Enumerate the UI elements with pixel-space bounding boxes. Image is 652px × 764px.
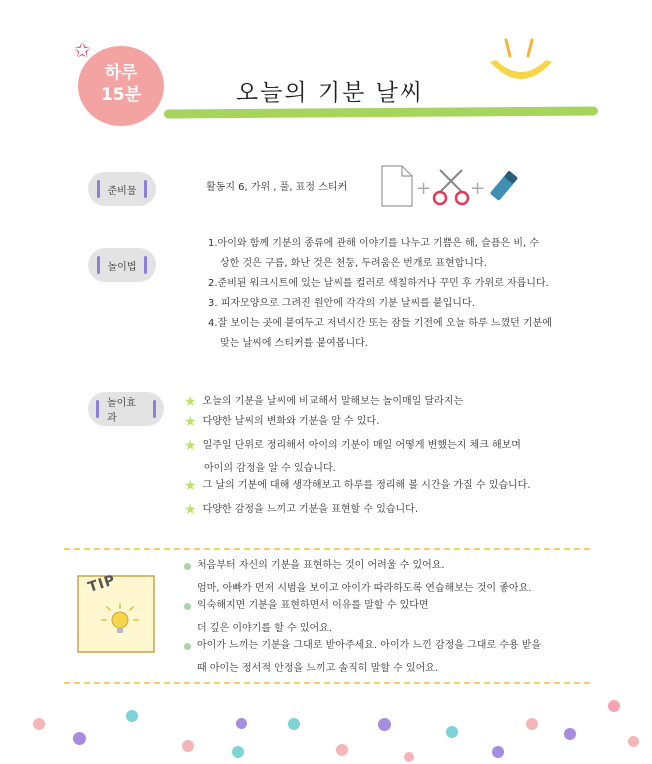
decor-dot (33, 718, 45, 730)
tip-item-continued (184, 656, 541, 676)
effect-line-6: 다양한 감정을 느끼고 기분을 표현할 수 있습니다. (202, 504, 419, 515)
tip-item-continued (184, 576, 541, 596)
decor-dot (126, 710, 138, 722)
scissors-icon (434, 170, 468, 204)
decor-dot (232, 746, 244, 758)
star-icon: ✩ (74, 38, 91, 62)
pill-bar-left (96, 400, 99, 418)
decor-dot (336, 744, 348, 756)
pill-bar-right (153, 400, 156, 418)
pill-bar-right (144, 256, 147, 274)
method-pill (88, 248, 156, 282)
effect-label: 놀이효과 (106, 398, 136, 424)
tip-line-4: 더 깊은 이야기를 할 수 있어요. (197, 623, 332, 634)
effect-item (184, 392, 531, 412)
effect-item (184, 412, 531, 432)
method-line-2: 상한 것은 구름, 화난 것은 천둥, 두려움은 번개로 표현합니다. (220, 258, 487, 269)
prep-label: 준비물 (107, 185, 137, 197)
decor-dot (564, 728, 576, 740)
effect-item (184, 500, 531, 520)
prep-pill (88, 172, 156, 206)
method-line-6: 맞는 날씨에 스티커를 붙여봅니다. (220, 338, 368, 349)
effect-item (184, 436, 531, 456)
tip-line-5: 아이가 느끼는 기분을 그대로 받아주세요. 아이가 느낀 감정을 그대로 수용 받을 (197, 640, 542, 651)
svg-text:+: + (416, 178, 432, 199)
smiley-icon (484, 34, 558, 90)
bullet-dot-icon (184, 563, 191, 570)
badge-line-1: 하루 (104, 63, 138, 83)
supplies-illustration (378, 164, 526, 208)
tip-item-continued (184, 616, 541, 636)
tip-line-6: 때 아이는 정서적 안정을 느끼고 솔직히 말할 수 있어요. (197, 663, 439, 674)
star-icon: ★ (184, 478, 197, 494)
tip-bottom-divider (64, 682, 590, 684)
title-underline (164, 106, 598, 118)
effect-item (184, 476, 531, 496)
effect-line-4: 아이의 감정을 알 수 있습니다. (204, 463, 336, 474)
method-line-3: 2.준비된 워크시트에 있는 날씨를 컬러로 색칠하거나 꾸민 후 가위로 자릅니다. (208, 278, 549, 289)
effect-line-3: 일주일 단위로 정리해서 아이의 기분이 매일 어떻게 변했는지 체크 해보며 (202, 440, 521, 451)
tip-item (184, 636, 541, 656)
effect-line-1: 오늘의 기분을 날씨에 비교해서 말해보는 놀이매일 달라지는 (202, 396, 464, 407)
effect-line-5: 그 날의 기분에 대해 생각해보고 하루를 정리해 볼 시간을 가질 수 있습니다. (202, 480, 531, 491)
star-icon: ★ (184, 438, 197, 454)
effect-list (184, 392, 531, 520)
pill-bar-left (97, 180, 100, 198)
method-line-4: 3. 피자모양으로 그려진 원안에 각각의 기분 날씨를 붙입니다. (208, 298, 475, 309)
method-label: 놀이법 (107, 261, 137, 273)
tip-label: TIP (86, 572, 118, 596)
pill-bar-left (97, 256, 100, 274)
decor-dot (182, 740, 194, 752)
bullet-dot-icon (184, 603, 191, 610)
star-icon: ★ (184, 502, 197, 518)
pill-bar-right (144, 180, 147, 198)
badge-text (78, 62, 164, 106)
effect-line-2: 다양한 날씨의 변화와 기분을 알 수 있다. (202, 416, 380, 427)
effect-pill (88, 392, 164, 426)
decor-dot (526, 718, 538, 730)
tip-line-3: 익숙해지면 기분을 표현하면서 이유를 말할 수 있다면 (197, 600, 429, 611)
decor-dot (608, 700, 620, 712)
tip-item (184, 596, 541, 616)
svg-text:+: + (470, 178, 486, 199)
tip-line-1: 처음부터 자신의 기분을 표현하는 것이 어려울 수 있어요. (197, 560, 445, 571)
star-icon: ★ (184, 394, 197, 410)
tip-list (184, 556, 541, 676)
decor-dot (404, 752, 414, 762)
plus-icon (470, 178, 485, 199)
plus-icon (416, 178, 431, 199)
effect-item-continued (184, 456, 531, 476)
method-list (208, 234, 552, 354)
decor-dot (288, 718, 300, 730)
decor-dot (628, 736, 639, 747)
star-icon: ★ (184, 414, 197, 430)
method-line-1: 1.아이와 함께 기분의 종류에 관해 이야기를 나누고 기쁨은 해, 슬픔은 비, 수 (208, 238, 540, 249)
paper-icon (382, 166, 412, 206)
badge-line-2: 15분 (100, 85, 142, 105)
page-title: 오늘의 기분 날씨 (235, 80, 425, 106)
tip-line-2: 엄마, 아빠가 먼저 시범을 보이고 아이가 따라하도록 연습해보는 것이 좋아요. (197, 583, 532, 594)
method-line-5: 4.잘 보이는 곳에 붙여두고 저녁시간 또는 잠들 기전에 오늘 하루 느꼈던 기분에 (208, 318, 552, 329)
tip-item (184, 556, 541, 576)
decor-dot (492, 746, 504, 758)
tip-top-divider (64, 548, 590, 550)
decor-dot (73, 732, 86, 745)
decor-dot (446, 726, 458, 738)
glue-icon (490, 170, 518, 201)
prep-text: 활동지 6, 가위 , 풀, 표정 스티커 (206, 182, 348, 193)
bullet-dot-icon (184, 643, 191, 650)
decor-dot (378, 718, 391, 731)
decor-dot (236, 718, 247, 729)
